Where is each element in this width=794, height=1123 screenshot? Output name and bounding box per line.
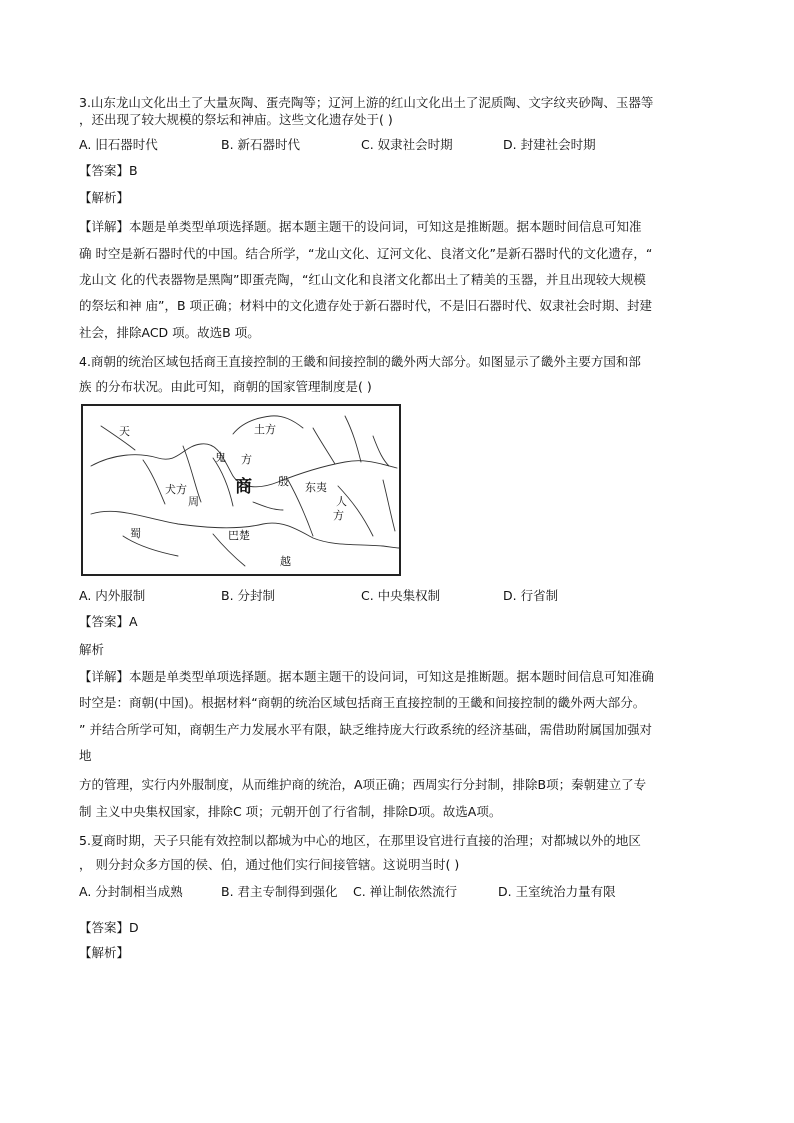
q5-stem-line2: ， 则分封众多方国的侯、伯，通过他们实行间接管辖。这说明当时( ) (79, 857, 460, 872)
q3-stem-line2: ，还出现了较大规模的祭坛和神庙。这些文化遗存处于( ) (79, 112, 393, 127)
q4-detail-line6: 制 主义中央集权国家，排除C 项；元朝开创了行省制，排除D项。故选A项。 (79, 804, 502, 819)
q5-option-a: A. 分封制相当成熟 (79, 884, 183, 899)
map-label-tufang: 土方 (254, 423, 276, 436)
map-label-bachu: 巴楚 (228, 529, 250, 542)
map-label-ren: 人 (336, 495, 347, 508)
q4-option-a: A. 内外服制 (79, 588, 146, 603)
q4-option-b: B. 分封制 (221, 588, 276, 603)
q4-detail-line3: ” 并结合所学可知，商朝生产力发展水平有限，缺乏维持庞大行政系统的经济基础，需借助附属国加强对 (79, 722, 652, 737)
q3-detail-line4: 的祭坛和神 庙”，B 项正确；材料中的文化遗存处于新石器时代，不是旧石器时代、奴隶社会时期、封建 (79, 298, 653, 313)
q3-answer: 【答案】B (79, 163, 138, 178)
map-label-quanfang: 犬方 (165, 483, 187, 496)
map-label-dongyi: 东夷 (305, 481, 327, 494)
map-label-fang: 方 (241, 453, 252, 466)
q5-option-c: C. 禅让制依然流行 (353, 884, 458, 899)
q3-option-b: B. 新石器时代 (221, 137, 301, 152)
q4-stem-line1: 4.商朝的统治区域包括商王直接控制的王畿和间接控制的畿外两大部分。如图显示了畿外主要方国和部 (79, 354, 641, 369)
map-label-gui: 鬼 (215, 451, 226, 464)
map-label-zhou: 周 (188, 495, 199, 508)
q5-analysis-title: 【解析】 (79, 945, 130, 960)
q5-stem-line1: 5.夏商时期，天子只能有效控制以都城为中心的地区，在那里设官进行直接的治理；对都城以外的地区 (79, 833, 641, 848)
q3-option-a: A. 旧石器时代 (79, 137, 158, 152)
q4-analysis-title: 解析 (79, 642, 105, 657)
q3-detail-line1: 【详解】本题是单类型单项选择题。据本题主题干的设问词，可知这是推断题。据本题时间信息可知准 (79, 219, 642, 234)
q5-option-d: D. 王室统治力量有限 (498, 884, 616, 899)
map-label-shang: 商 (235, 477, 252, 497)
map-label-yue: 越 (280, 555, 291, 568)
shang-map (81, 404, 401, 576)
q4-stem-line2: 族 的分布状况。由此可知，商朝的国家管理制度是( ) (79, 379, 372, 394)
q3-analysis-title: 【解析】 (79, 190, 130, 205)
q4-detail-line4: 地 (79, 748, 92, 763)
q4-answer: 【答案】A (79, 614, 138, 629)
map-label-renfang: 方 (333, 509, 344, 522)
q3-detail-line3: 龙山文 化的代表器物是黑陶”即蛋壳陶，“红山文化和良渚文化都出土了精美的玉器，并且出现较大规模 (79, 272, 646, 287)
q5-answer: 【答案】D (79, 920, 139, 935)
q4-detail-line1: 【详解】本题是单类型单项选择题。据本题主题干的设问词，可知这是推断题。据本题时间信息可知准确 (79, 669, 655, 684)
q5-option-b: B. 君主专制得到强化 (221, 884, 338, 899)
q4-option-c: C. 中央集权制 (361, 588, 441, 603)
map-label-tian: 天 (119, 425, 130, 438)
q4-detail-line2: 时空是：商朝(中国)。根据材料“商朝的统治区域包括商王直接控制的王畿和间接控制的畿外两大部分。 (79, 695, 646, 710)
q4-option-d: D. 行省制 (503, 588, 559, 603)
q3-detail-line2: 确 时空是新石器时代的中国。结合所学，“龙山文化、辽河文化、良渚文化”是新石器时代的文化遗存，“ (79, 246, 653, 261)
q3-detail-line5: 社会，排除ACD 项。故选B 项。 (79, 325, 260, 340)
q3-option-d: D. 封建社会时期 (503, 137, 596, 152)
map-label-yin: 殷 (278, 475, 289, 488)
q3-stem-line1: 3.山东龙山文化出土了大量灰陶、蛋壳陶等；辽河上游的红山文化出土了泥质陶、文字纹夹砂陶、玉器等 (79, 95, 654, 110)
q3-option-c: C. 奴隶社会时期 (361, 137, 453, 152)
q4-detail-line5: 方的管理，实行内外服制度，从而维护商的统治，A项正确；西周实行分封制，排除B项；秦朝建立了专 (79, 777, 647, 792)
map-label-shu: 蜀 (130, 527, 141, 540)
